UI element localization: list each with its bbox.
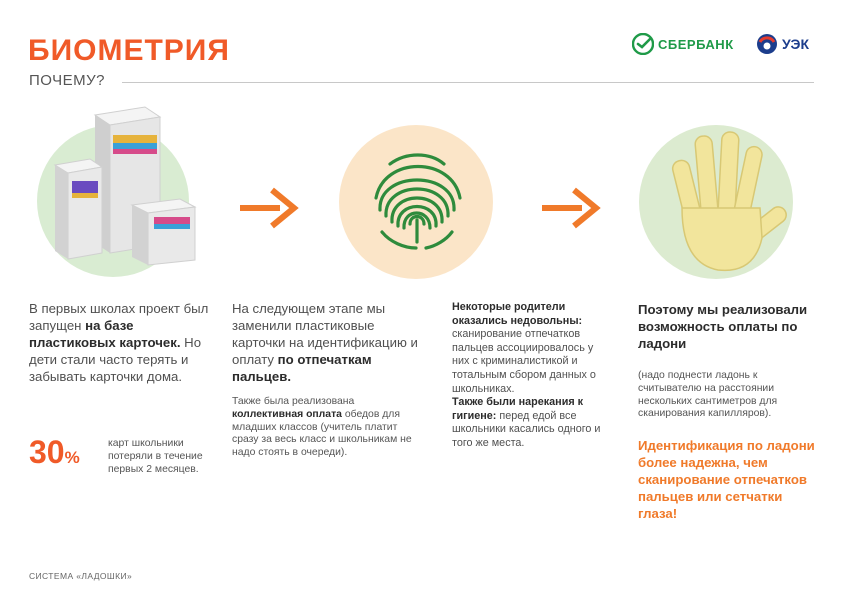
stat-percent-sign: % — [64, 448, 80, 467]
palm-note: (надо поднести ладонь к считывателю на расстоянии нескольких сантиметров для сканирования капилляров). — [638, 370, 778, 420]
cards-text-part2: Но дети стали часто терять и забывать карточки дома. — [29, 335, 202, 384]
uek-logo-text: УЭК — [782, 36, 810, 52]
collective-text-part2: обедов для младших классов (учитель платит сразу за весь класс и школьникам не надо стоять в очереди). — [232, 408, 412, 459]
collective-payment-note — [232, 396, 424, 460]
footer-caption: СИСТЕМА «ЛАДОШКИ» — [29, 571, 133, 581]
page-subtitle: ПОЧЕМУ? — [29, 72, 105, 89]
collective-text-part1: Также была реализована — [232, 396, 355, 407]
stat-description: карт школьники потеряли в течение первых 2 месяцев. — [108, 438, 203, 475]
palm-accent-statement: Идентификация по ладони более надежна, чем сканирование отпечатков пальцев или сетчатки глаза! — [638, 438, 815, 521]
parents-concerns — [452, 301, 602, 451]
header-divider — [122, 82, 814, 83]
page-title: БИОМЕТРИЯ — [28, 34, 230, 67]
stat-percentage — [29, 434, 80, 471]
concerns-text: сканирование отпечатков пальцев ассоциировалось у них с криминалистикой и тотальным сбором данных о школьниках. — [452, 328, 596, 395]
fingerprint-icon — [370, 150, 464, 254]
stat-number: 30 — [29, 434, 65, 470]
hygiene-text: перед едой все школьники касались одного и того же места. — [452, 409, 601, 449]
uek-logo — [756, 33, 809, 55]
concerns-bold: Некоторые родители оказались недовольны: — [452, 301, 583, 327]
arrow-right-icon — [238, 186, 302, 230]
cards-description — [29, 300, 219, 385]
cards-text-bold: на базе пластиковых карточек. — [29, 318, 181, 350]
fingerprint-text-part1: На следующем этапе мы заменили пластиковые карточки на идентификацию и оплату — [232, 301, 418, 367]
uek-logo-icon — [756, 33, 778, 55]
cards-text-part1: В первых школах проект был запущен — [29, 301, 209, 333]
collective-text-bold: коллективная оплата — [232, 408, 342, 420]
sberbank-logo-icon — [632, 33, 654, 55]
hygiene-bold: Также были нарекания к гигиене: — [452, 396, 584, 422]
palm-hand-icon — [662, 128, 792, 278]
fingerprint-text-bold: по отпечаткам пальцев. — [232, 352, 372, 384]
plastic-cards-icon — [50, 95, 210, 275]
sberbank-logo-text: СБЕРБАНК — [658, 36, 734, 52]
arrow-right-icon-2 — [540, 186, 604, 230]
sberbank-logo — [632, 33, 734, 55]
fingerprint-description — [232, 300, 424, 385]
palm-heading: Поэтому мы реализовали возможность оплаты по ладони — [638, 302, 808, 351]
